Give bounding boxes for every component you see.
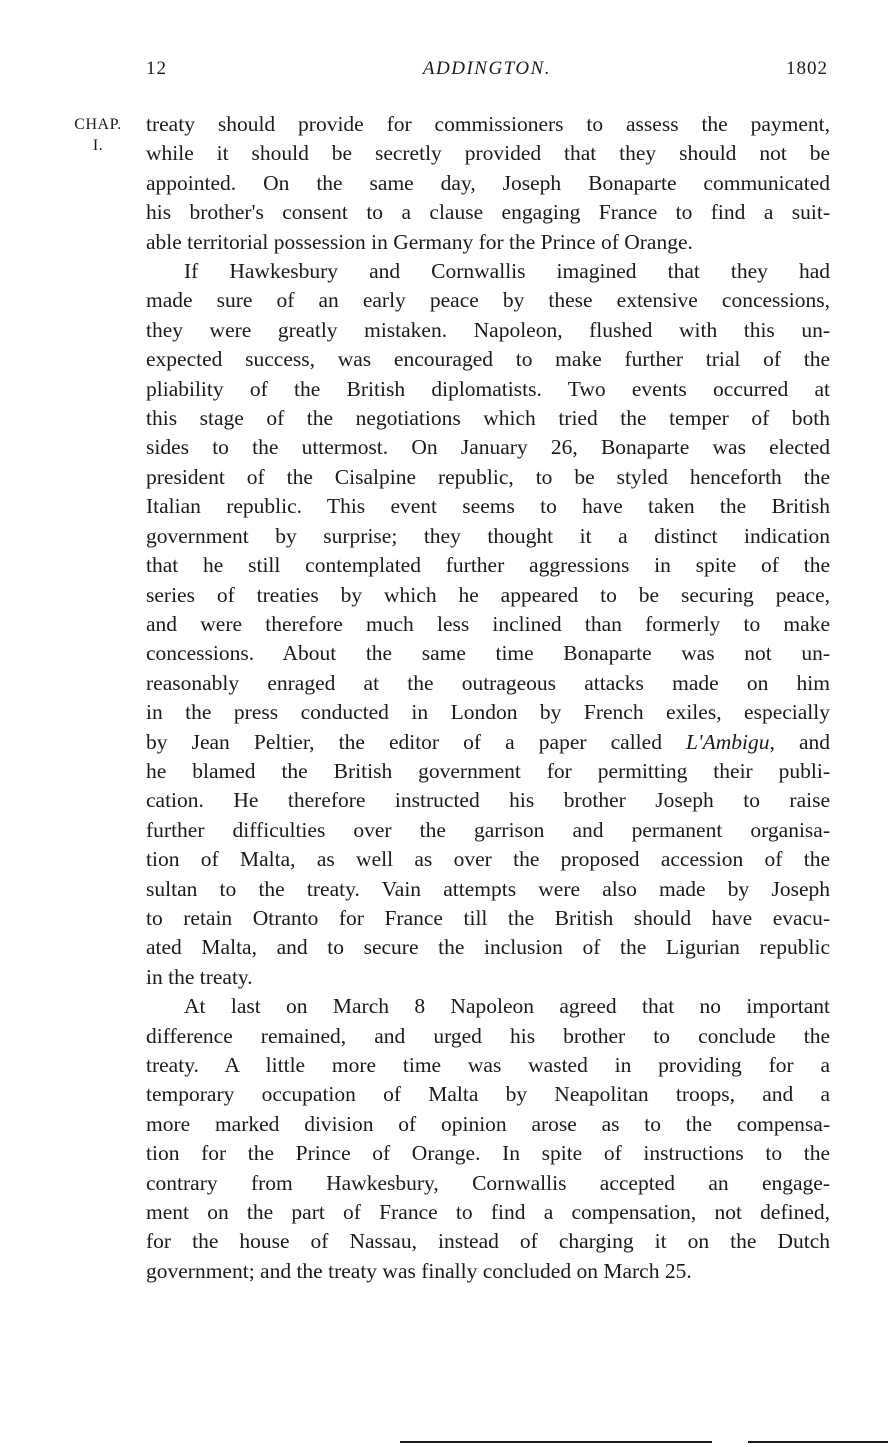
text-line: for the house of Nassau, instead of charging it on the Dutch [146,1229,830,1254]
text-line: contrary from Hawkesbury, Cornwallis accepted an engage- [146,1170,830,1195]
text-line: made sure of an early peace by these extensive concessions, [146,288,830,313]
text-line: At last on March 8 Napoleon agreed that no important [184,994,830,1019]
text-line: concessions. About the same time Bonaparte was not un- [146,641,830,666]
chapter-number: I. [92,137,104,154]
text-line: more marked division of opinion arose as to the compensa- [146,1111,830,1136]
chapter-margin-note [62,114,134,156]
text-line: in the press conducted in London by French exiles, especially [146,700,830,725]
bottom-rule-left [400,1441,712,1443]
body-text [146,110,830,1286]
text-line: treaty. A little more time was wasted in providing for a [146,1053,830,1077]
text-line: ated Malta, and to secure the inclusion of the Ligurian republic [146,935,830,960]
text-line: president of the Cisalpine republic, to be styled henceforth the [146,464,830,489]
text-line: to retain Otranto for France till the British should have evacu- [146,905,830,930]
chapter-label: CHAP. [74,116,122,133]
text-line: he blamed the British government for permitting their publi- [146,758,830,783]
text-line: pliability of the British diplomatists. Two events occurred at [146,376,830,401]
text-line: expected success, was encouraged to make further trial of the [146,347,830,372]
text-line: further difficulties over the garrison and permanent organisa- [146,817,830,842]
periodical-title: L'Ambigu [686,729,770,754]
text-line: treaty should provide for commissioners to assess the payment, [146,112,830,136]
text-line: able territorial possession in Germany for the Prince of Orange. [146,229,693,254]
text-line: sides to the uttermost. On January 26, Bonaparte was elected [146,435,830,460]
page-number: 12 [146,58,167,79]
text-line: his brother's consent to a clause engaging France to find a suit- [146,200,830,225]
text-line: sultan to the treaty. Vain attempts were also made by Joseph [146,876,830,901]
running-year: 1802 [786,58,828,79]
text-line: appointed. On the same day, Joseph Bonaparte communicated [146,170,830,195]
text-line: and were therefore much less inclined than formerly to make [146,611,830,636]
text-line: tion of Malta, as well as over the proposed accession of the [146,847,830,872]
text-line: If Hawkesbury and Cornwallis imagined that they had [184,259,830,284]
running-title: ADDINGTON. [422,58,552,79]
text-line: while it should be secretly provided that they should not be [146,141,830,166]
text-line: series of treaties by which he appeared to be securing peace, [146,582,830,607]
text-line: difference remained, and urged his brother to conclude the [146,1023,830,1048]
text-line: government by surprise; they thought it a distinct indication [146,523,830,548]
paragraph [146,992,830,1286]
running-head [146,58,828,88]
text-line: that he still contemplated further aggressions in spite of the [146,553,830,578]
text-line: cation. He therefore instructed his brother Joseph to raise [146,788,830,813]
text-line: reasonably enraged at the outrageous attacks made on him [146,670,830,695]
text-line: Italian republic. This event seems to have taken the British [146,494,830,519]
text-line: temporary occupation of Malta by Neapolitan troops, and a [146,1082,830,1107]
paragraph [146,110,830,257]
text-line: tion for the Prince of Orange. In spite of instructions to the [146,1141,830,1166]
text-line: they were greatly mistaken. Napoleon, flushed with this un- [146,317,830,342]
bottom-rule-right [748,1441,888,1443]
text-line: government; and the treaty was finally concluded on March 25. [146,1258,692,1283]
text-line: this stage of the negotiations which tried the temper of both [146,406,830,431]
text-line: in the treaty. [146,964,253,989]
paragraph [146,257,830,992]
text-line: ment on the part of France to find a compensation, not defined, [146,1200,830,1225]
text-line: by Jean Peltier, the editor of a paper called L'Ambigu, and [146,729,831,754]
